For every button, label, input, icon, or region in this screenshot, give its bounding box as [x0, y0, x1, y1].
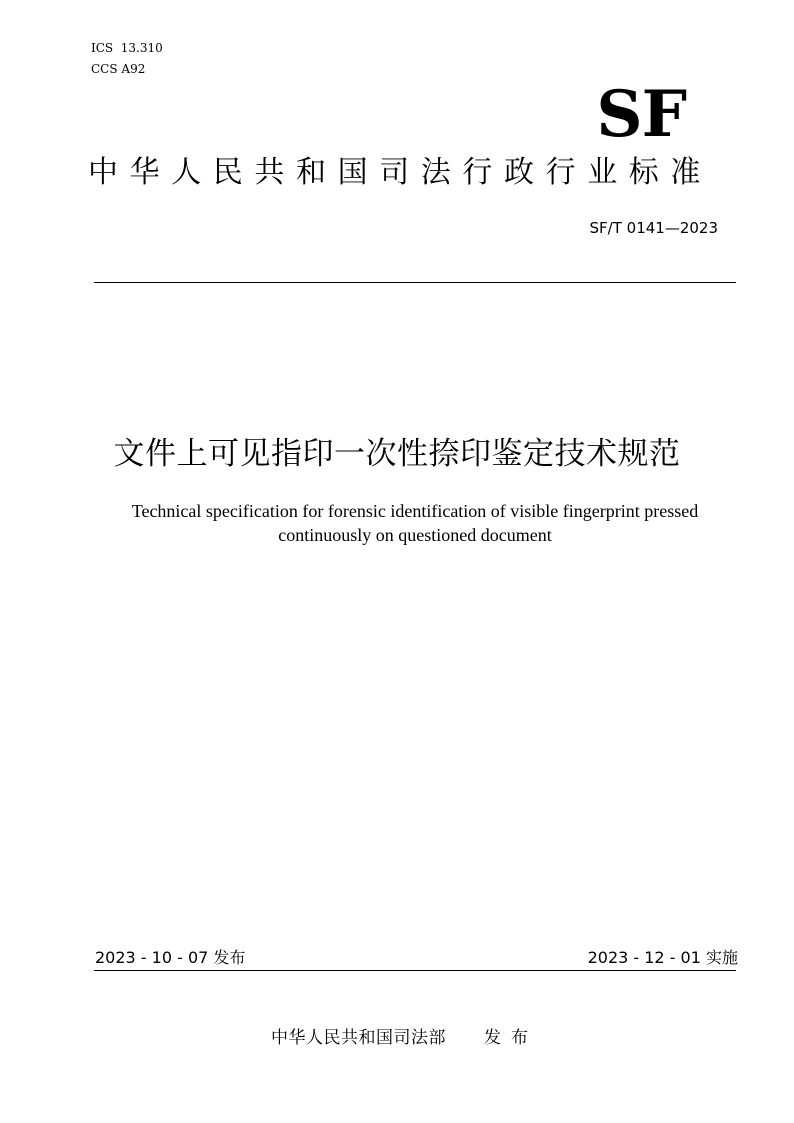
- document-title-english: [60, 499, 770, 547]
- publisher-name: 中华人民共和国司法部: [271, 1028, 446, 1048]
- english-title-line-1: Technical specification for forensic identification of visible fingerprint pressed: [131, 501, 699, 521]
- publisher-action: 发布: [484, 1028, 538, 1048]
- classification-codes: [91, 38, 163, 80]
- document-title-chinese: 文件上可见指印一次性捺印鉴定技术规范: [113, 436, 681, 472]
- bottom-divider: [94, 970, 736, 971]
- ics-code: ICS 13.310: [91, 41, 163, 55]
- standard-type-heading: 中华人民共和国司法行政行业标准: [88, 155, 712, 190]
- ccs-code: CCS A92: [91, 62, 146, 76]
- issue-date: 2023 - 10 - 07 发布: [95, 948, 246, 967]
- publisher-line: [271, 1026, 538, 1050]
- standard-mark: SF: [596, 77, 686, 152]
- standard-number: SF/T 0141—2023: [589, 219, 718, 237]
- top-divider: [94, 282, 736, 283]
- english-title-line-2: continuously on questioned document: [278, 525, 552, 545]
- implementation-date: 2023 - 12 - 01 实施: [587, 948, 738, 967]
